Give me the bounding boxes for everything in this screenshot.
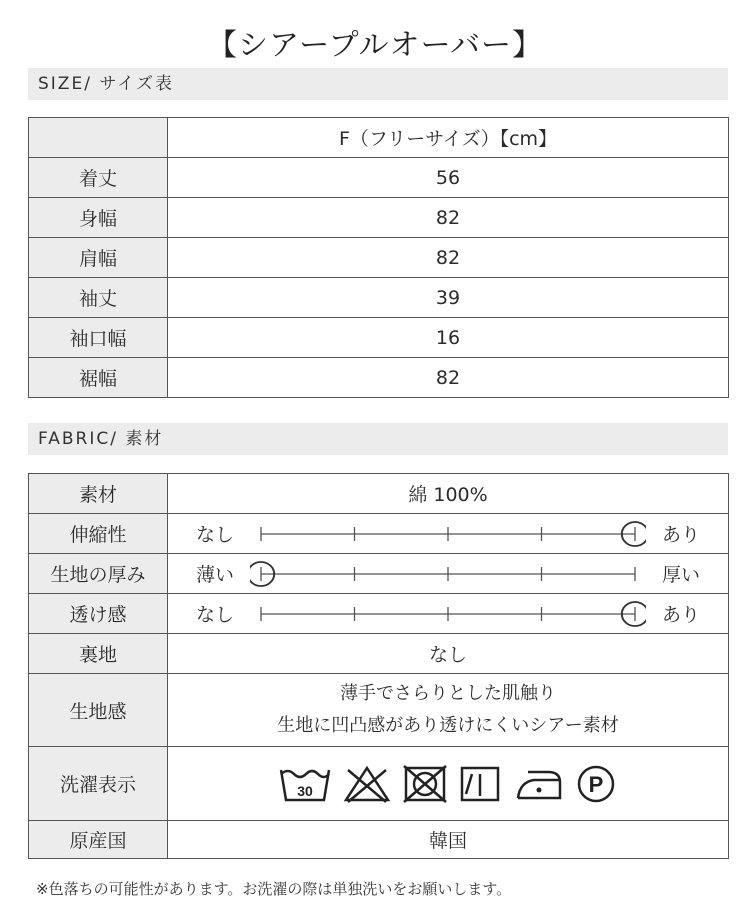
row-value: 39: [168, 278, 729, 318]
table-row: [29, 674, 729, 747]
scale-left-label: なし: [195, 604, 234, 626]
feel-line-1: 薄手でさらりとした肌触り: [340, 683, 556, 704]
row-label: 透け感: [29, 594, 168, 634]
dry-clean-p-icon: [574, 764, 618, 804]
row-label: 伸縮性: [29, 514, 168, 554]
table-row: [29, 747, 729, 821]
scale-left-label: なし: [195, 524, 234, 546]
scale-indicator: [250, 599, 646, 629]
fabric-table: [28, 473, 729, 859]
wash-30-icon: [278, 764, 332, 804]
row-label: 袖口幅: [29, 318, 168, 358]
scale-indicator: [250, 559, 646, 589]
row-label: 素材: [29, 474, 168, 514]
row-value: 韓国: [168, 821, 729, 859]
scale-right-label: あり: [661, 604, 700, 626]
row-label: 着丈: [29, 158, 168, 198]
row-value: 82: [168, 198, 729, 238]
page-title: 【シアープルオーバー】: [207, 28, 543, 63]
row-label: 肩幅: [29, 238, 168, 278]
no-bleach-icon: [342, 764, 392, 804]
row-label: 裏地: [29, 634, 168, 674]
table-header-row: [29, 118, 729, 158]
row-label: 生地感: [29, 674, 168, 747]
row-value: なし: [168, 634, 729, 674]
row-label: 袖丈: [29, 278, 168, 318]
row-label: 洗濯表示: [29, 747, 168, 821]
scale-row: [29, 594, 729, 634]
row-value: 綿 100%: [168, 474, 729, 514]
wash-temp-label: 30: [297, 782, 313, 799]
table-row: [29, 634, 729, 674]
table-row: [29, 278, 729, 318]
care-cell: [168, 747, 729, 821]
table-row: [29, 318, 729, 358]
scale-row: [29, 554, 729, 594]
scale-right-label: 厚い: [661, 564, 700, 586]
fabric-section-heading: FABRIC/ 素材: [28, 423, 728, 455]
scale-cell: [168, 594, 729, 634]
table-row: [29, 821, 729, 859]
svg-text:P: P: [588, 771, 604, 797]
row-label: 身幅: [29, 198, 168, 238]
scale-row: [29, 514, 729, 554]
scale-left-label: 薄い: [195, 564, 234, 586]
row-label: 原産国: [29, 821, 168, 859]
row-value: 56: [168, 158, 729, 198]
low-iron-icon: [512, 764, 564, 804]
scale-cell: [168, 514, 729, 554]
scale-indicator: [250, 519, 646, 549]
row-value: 82: [168, 358, 729, 398]
row-label: 生地の厚み: [29, 554, 168, 594]
scale-cell: [168, 554, 729, 594]
no-tumble-dry-icon: [402, 764, 448, 804]
size-table: [28, 117, 729, 398]
row-value: [168, 674, 729, 747]
table-row: [29, 238, 729, 278]
row-label: 裾幅: [29, 358, 168, 398]
size-column-header: F（フリーサイズ）【cm】: [168, 118, 729, 158]
size-section-heading: SIZE/ サイズ表: [28, 68, 728, 100]
footnote: ※色落ちの可能性があります。お洗濯の際は単独洗いをお願いします。: [36, 880, 512, 898]
line-dry-icon: [458, 764, 502, 804]
row-value: 82: [168, 238, 729, 278]
table-row: [29, 198, 729, 238]
scale-right-label: あり: [661, 524, 700, 546]
feel-line-2: 生地に凹凸感があり透けにくいシアー素材: [277, 715, 619, 736]
header-corner-cell: [29, 118, 168, 158]
table-row: [29, 474, 729, 514]
table-row: [29, 358, 729, 398]
table-row: [29, 158, 729, 198]
row-value: 16: [168, 318, 729, 358]
